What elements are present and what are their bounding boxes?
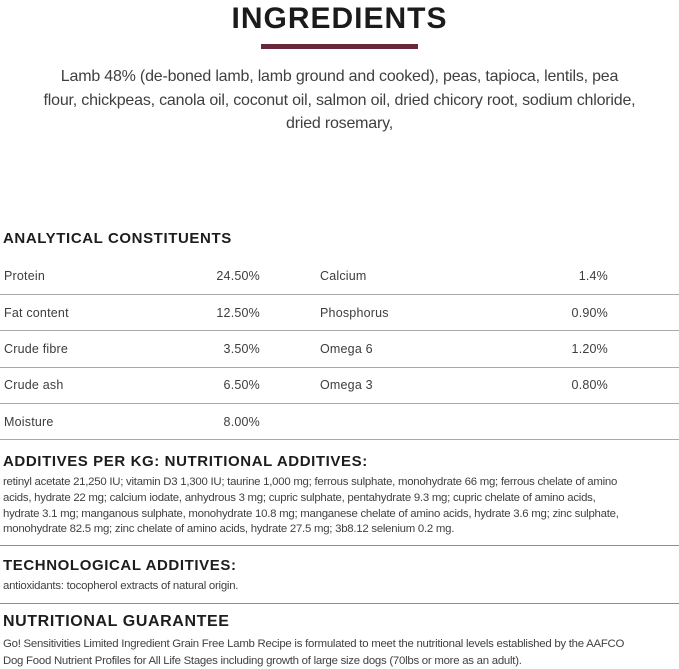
nutrient-value: 12.50% [216,305,260,320]
nutritional-additives-text: retinyl acetate 21,250 IU; vitamin D3 1,300 IU; taurine 1,000 mg; ferrous sulphate, monohydrate 66 mg; ferrous chelate of amino acids, hydrate 22 mg; calcium iodate, anhydrous 3 mg; cupric sulphate, pentahydrate 9.3 mg; cupric chelate of amino acids, hydrate 3.1 mg; manganous sulphate, monohydrate 10.8 mg; manganese chelate of amino acids, hydrate 3.6 mg; zinc sulphate, monohydrate 82.5 mg; zinc chelate of amino acids, hydrate 27.5 mg; 3b8.12 selenium 0.2 mg. [3,476,619,536]
ingredients-text: Lamb 48% (de-boned lamb, lamb ground and cooked), peas, tapioca, lentils, pea flour, chickpeas, canola oil, coconut oil, salmon oil, dried chicory root, sodium chloride, dried rosemary, [43,68,636,132]
nutrient-label: Calcium [320,269,367,284]
nutrient-label: Fat content [4,305,69,320]
nutrient-label: Phosphorus [320,305,389,320]
table-row [0,404,679,440]
nutrient-value: 1.4% [578,269,608,284]
section-divider [0,603,679,604]
nutrient-label: Omega 3 [320,378,373,393]
nutrient-label: Moisture [4,414,54,429]
title-underline-rule [261,44,418,49]
nutrient-value: 6.50% [223,378,260,393]
analytical-constituents-table [0,259,679,441]
table-row [0,331,679,367]
nutrient-label: Crude fibre [4,341,69,356]
table-row [0,368,679,404]
nutritional-guarantee-heading: NUTRITIONAL GUARANTEE [3,613,230,631]
nutrient-label: Crude ash [4,378,64,393]
table-row [0,295,679,331]
section-divider [0,545,679,546]
nutrient-value: 1.20% [571,341,608,356]
nutrient-value: 3.50% [223,341,260,356]
nutrient-value: 0.90% [571,305,608,320]
nutrient-value: 24.50% [216,269,260,284]
nutrient-label: Protein [4,269,46,284]
analytical-constituents-heading: ANALYTICAL CONSTITUENTS [3,229,232,247]
table-row [0,259,679,295]
nutritional-guarantee-text: Go! Sensitivities Limited Ingredient Grain Free Lamb Recipe is formulated to meet the nutritional levels established by the AAFCO Dog Food Nutrient Profiles for All Life Stages including growth of large size dogs (70lbs or more as an adult). [3,638,625,667]
nutrient-label: Omega 6 [320,341,373,356]
ingredients-title: INGREDIENTS [231,2,448,35]
nutrient-value: 0.80% [571,378,608,393]
nutritional-additives-heading: ADDITIVES PER KG: NUTRITIONAL ADDITIVES: [3,453,368,471]
technological-additives-heading: TECHNOLOGICAL ADDITIVES: [3,556,237,574]
nutrient-value: 8.00% [223,414,260,429]
product-label-page [0,2,679,666]
technological-additives-text: antioxidants: tocopherol extracts of natural origin. [3,579,239,592]
